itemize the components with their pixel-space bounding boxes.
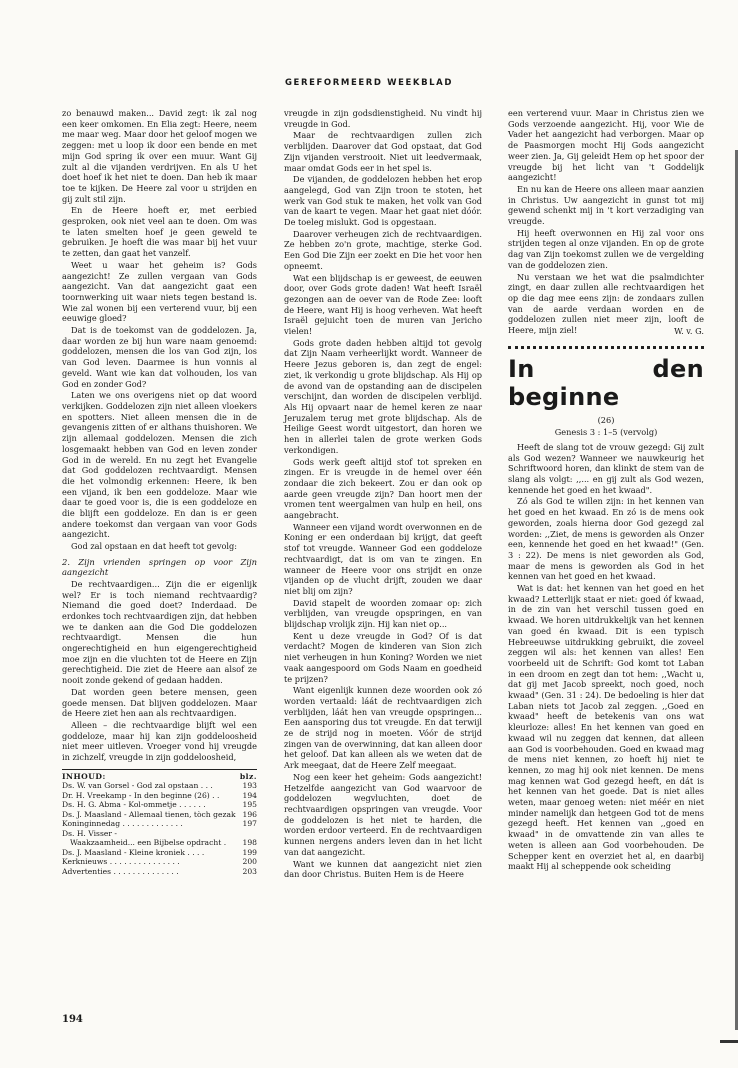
toc-item-title: Waakzaamheid... een Bijbelse opdracht . xyxy=(70,838,227,848)
paragraph: De vijanden, de goddelozen hebben het erop aangelegd, God van Zijn troon te stoten, het werk van God stuk te maken, het volk van God van de kaart te vegen. Maar het gaat niet dóór. De toeleg mislukt. God is opgestaan. xyxy=(284,174,482,228)
paragraph: zo benauwd maken... David zegt: ik zal nog een keer omkomen. En Elia zegt: Heere, neem me maar weg. Maar door het geloof mogen we zeggen: met u loop ik door een bende en met mijn God spring ik over een muur. Want Gij zult al die vijanden verdrijven. En als U het doet hoef ik het niet te doen. Dan heb ik maar toe te kijken. De Heere zal voor u strijden en gij zult stil zijn. xyxy=(62,108,257,204)
section-title: In den beginne xyxy=(508,355,704,412)
paragraph: Alleen – die rechtvaardige blijft wel een goddeloze, maar hij kan zijn goddeloosheid niet meer uitleven. Vroeger vond hij vreugde in zichzelf, vreugde in zijn goddeloosheid, xyxy=(62,719,257,763)
toc-heading: INHOUD: xyxy=(62,771,106,781)
toc-item xyxy=(62,819,257,829)
paragraph: En nu kan de Heere ons alleen maar aanzien in Christus. Uw aangezicht in gunst tot mij gewend schenkt mij in 't kort verzadiging van vreugde. xyxy=(508,183,704,227)
table-of-contents xyxy=(62,769,257,877)
running-header: GEREFORMEERD WEEKBLAD xyxy=(284,78,454,88)
paragraph: Maar de rechtvaardigen zullen zich verblijden. Daarover dat God opstaat, dat God Zijn vijanden verstrooit. Niet uit leedvermaak, maar omdat Gods eer in het spel is. xyxy=(284,130,482,173)
toc-item-page: 193 xyxy=(242,781,257,791)
paragraph: De rechtvaardigen... Zijn die er eigenlijk wel? Er is toch niemand rechtvaardig? Niemand die goed doet? Inderdaad. De erdonkes toch rechtvaardigen zijn, dat hebben we te danken aan die God Die goddelozen rechtvaardigt. Mensen die hun ongerechtigheid en hun eigengerechtigheid moe zijn en die vluchten tot de Heere en Zijn gerechtigheid. Die ziet de Heere aan alsof ze nooit zonde gekend of gedaan hadden. xyxy=(62,578,257,686)
toc-item xyxy=(62,781,257,791)
paragraph: Hij heeft overwonnen en Hij zal voor ons strijden tegen al onze vijanden. En op de grote dag van Zijn toekomst zullen we de vergelding van de goddelozen zien. xyxy=(508,227,704,270)
toc-item xyxy=(62,848,257,858)
section-number: (26) xyxy=(597,415,615,426)
toc-item xyxy=(62,829,257,839)
toc-item-title: Advertenties . . . . . . . . . . . . . . xyxy=(62,866,179,876)
subheading: 2. Zijn vrienden springen op voor Zijn aangezicht xyxy=(62,556,257,578)
paragraph: Want we kunnen dat aangezicht niet zien dan door Christus. Buiten Hem is de Heere xyxy=(284,858,482,880)
paragraph: Weet u waar het geheim is? Gods aangezicht! Ze zullen vergaan van Gods aangezicht. Van dat aangezicht gaat een toornwerking uit waar niets tegen bestand is. Wie zal wonen bij een verterend vuur, bij een eeuwige gloed? xyxy=(62,259,257,324)
author-signature: W. v. G. xyxy=(674,325,704,336)
column-1 xyxy=(62,108,257,876)
paragraph: een verterend vuur. Maar in Christus zien we Gods verzoende aangezicht. Hij, voor Wie de Vader het aangezicht had verborgen. Maar op de Paasmorgen mocht Hij Gods aangezicht weer zien. Ja, Gij geleidt Hem op het spoor der vreugde bij het licht van 't Goddelijk aangezicht! xyxy=(508,108,704,183)
toc-item xyxy=(62,791,257,801)
paragraph: God zal opstaan en dat heeft tot gevolg: xyxy=(71,541,238,552)
toc-item xyxy=(62,810,257,820)
toc-item-title: Koninginnedag . . . . . . . . . . . . . xyxy=(62,819,183,829)
scripture-reference: Genesis 3 : 1–5 (vervolg) xyxy=(554,427,658,438)
column-2 xyxy=(284,108,482,881)
toc-item-page: 197 xyxy=(242,819,257,829)
paragraph: David stapelt de woorden zomaar op: zich verblijden, van vreugde opspringen, en van blijdschap vrolijk zijn. Hij kan niet op... xyxy=(284,597,482,630)
toc-header xyxy=(62,772,257,782)
paragraph: Nog een keer het geheim: Gods aangezicht! Hetzelfde aangezicht van God waarvoor de goddelozen wegvluchten, doet de rechtvaardigen opspringen van vreugde. Voor de goddelozen is het niet te harden, die worden erdoor verteerd. En de rechtvaardigen kunnen nergens anders leven dan in het licht van dat aangezicht. xyxy=(284,771,482,857)
toc-item-title: Ds. H. G. Abma - Kol-ommetje . . . . . . xyxy=(62,800,206,810)
paragraph: En de Heere hoeft er, met eerbied gesproken, ook niet veel aan te doen. Om was te laten smelten hoef je geen geweld te gebruiken. Je hoeft die was maar bij het vuur te zetten, dan gaat het vanzelf. xyxy=(62,205,257,259)
toc-item xyxy=(62,800,257,810)
toc-item-title: Ds. H. Visser - xyxy=(62,828,117,838)
toc-item-title: Ds. J. Maasland - Allemaal tienen, tòch gezak xyxy=(62,809,236,819)
toc-item-page: 195 xyxy=(242,800,257,810)
paragraph: Gods grote daden hebben altijd tot gevolg dat Zijn Naam verheerlijkt wordt. Wanneer de Heere Jezus geboren is, dan zegt de engel: ziet, ik verkondig u grote blijdschap. Als Hij op de avond van de opstanding aan de discipelen verschijnt, dan worden de discipelen verblijd. Als Hij opvaart naar de hemel keren ze naar Jeruzalem terug met grote blijdschap. Als de Heilige Geest wordt uitgestort, dan horen we hen in allerlei talen de grote werken Gods verkondigen. xyxy=(284,337,482,455)
paragraph: Daarover verheugen zich de rechtvaardigen. Ze hebben zo'n grote, machtige, sterke God. Een God Die Zijn eer zoekt en Die het voor hen opneemt. xyxy=(284,228,482,271)
divider xyxy=(62,769,257,770)
paragraph: Laten we ons overigens niet op dat woord verkijken. Goddelozen zijn niet alleen vloekers en spotters. Niet alleen mensen die in de gevangenis zitten of er althans thuishoren. We zijn allemaal goddelozen. Mensen die zich losgemaakt hebben van God en leven zonder God in de wereld. En nu zegt het Evangelie dat God goddelozen rechtvaardigt. Mensen die het volmondig erkennen: Heere, ik ben een vijand, ik ben een goddeloze. Maar wie daar te goed voor is, die is een goddeloze en die blijft een goddeloze. En dan is er geen andere toekomst dan vergaan van voor Gods aangezicht. xyxy=(62,390,257,540)
toc-item-page: 196 xyxy=(242,809,257,819)
paragraph: Want eigenlijk kunnen deze woorden ook zó worden vertaald: láát de rechtvaardigen zich verblijden, láát hen van vreugde opspringen... Een aansporing dus tot vreugde. En dat terwijl ze de strijd nog in moeten. Vóór de strijd zingen van de overwinning, dat kan alleen door het geloof. Dat kan alleen als we weten dat de Ark meegaat, dat de Heere Zelf meegaat. xyxy=(284,685,482,771)
paragraph: Gods werk geeft altijd stof tot spreken en zingen. Er is vreugde in de hemel over één zondaar die zich bekeert. Zou er dan ook op aarde geen vreugde zijn? Dan hoort men der vromen tent weergalmen van hulp en heil, ons aangebracht. xyxy=(284,456,482,521)
toc-item-title: Ds. W. van Gorsel - God zal opstaan . . . xyxy=(62,781,213,791)
toc-item-page: 199 xyxy=(242,847,257,857)
paragraph: Wanneer een vijand wordt overwonnen en de Koning er een onderdaan bij krijgt, dat geeft stof tot vreugde. Wanneer God een goddeloze rechtvaardigt, dat is om van te zingen. En wanneer de Heere voor ons strijdt en onze vijanden op de vlucht drijft, zouden we daar niet blij om zijn? xyxy=(284,521,482,596)
toc-item-page: 200 xyxy=(242,857,257,867)
page-number: 194 xyxy=(62,1014,83,1025)
paragraph: Wat is dat: het kennen van het goed en het kwaad? Letterlijk staat er niet: goed óf kwaad, in de zin van het verschil tussen goed en kwaad. We horen uitdrukkelijk van het kennen van goed én kwaad. Dit is een typisch Hebreeuwse uitdrukking gebruikt, die zoveel zeggen wil als: het kennen van alles! Een voorbeeld uit de Schrift: God komt tot Laban in een droom en zegt dan tot hem: ,,Wacht u, dat gij met Jacob spreekt, noch goed, noch kwaad" (Gen. 31 : 24). De bedoeling is hier dat Laban niets tot Jacob zal zeggen. ,,Goed en kwaad" heeft de betekenis van ons wat kleurloze: alles! En het kennen van goed en kwaad wil nu zeggen dat kennen, dat alleen aan God is voorbehouden. Goed en kwaad mag de mens niet kennen, zo hoeft hij niet te kennen, zo mag hij ook niet kennen. De mens mag kennen wat God gezegd heeft, en dát is het kennen van het goede. Dat is niet alles weten, maar genoeg weten: niet méér en niet minder namelijk dan hetgeen God tot de mens gezegd heeft. Het kennen van ,,goed en kwaad" in de omvattende zin van alles te weten is alleen aan God voorbehouden. De Schepper kent en overziet het al, en daarbij maakt Hij al scheppende ook scheiding xyxy=(508,583,704,872)
paragraph: Heeft de slang tot de vrouw gezegd: Gij zult als God wezen? Wanneer we nauwkeurig het Schriftwoord horen, dan klinkt de stem van de slang als volgt: ,,... en gij zult als God wezen, kennende het goed en het kwaad". xyxy=(508,441,704,495)
toc-item-title: Dr. H. Vreekamp - In den beginne (26) . . xyxy=(62,790,220,800)
toc-item xyxy=(62,838,257,848)
paragraph: Dat worden geen betere mensen, geen goede mensen. Dat blijven goddelozen. Maar de Heere ziet hen aan als rechtvaardigen. xyxy=(62,686,257,719)
toc-item-page: 194 xyxy=(242,790,257,800)
toc-item-title: Ds. J. Maasland - Kleine kroniek . . . . xyxy=(62,847,205,857)
paragraph: Nu verstaan we het wat die psalmdichter zingt, en daar zullen alle rechtvaardigen het op die dag mee eens zijn: de zondaars zullen van de aarde verdaan worden en de goddelozen zullen niet meer zijn, looft de Heere, mijn ziel! xyxy=(508,271,704,336)
paragraph: Dat is de toekomst van de goddelozen. Ja, daar worden ze bij hun ware naam genoemd: goddelozen, mensen die los van God zijn, los van God leven. Daarmee is hun vonnis al geveld. Want wie kan dat volhouden, los van God en zonder God? xyxy=(62,325,257,389)
decorative-divider xyxy=(508,346,704,349)
toc-item-page: 203 xyxy=(242,866,257,876)
toc-item xyxy=(62,857,257,867)
scan-mark xyxy=(720,1040,738,1043)
toc-page-label: blz. xyxy=(239,771,257,781)
toc-item-page: 198 xyxy=(242,838,257,848)
paragraph: Kent u deze vreugde in God? Of is dat verdacht? Mogen de kinderen van Sion zich niet verheugen in hun Koning? Worden we niet vaak aangespoord om Gods Naam en goedheid te prijzen? xyxy=(284,630,482,684)
toc-item xyxy=(62,867,257,877)
paragraph: Wat een blijdschap is er geweest, de eeuwen door, over Gods grote daden! Wat heeft Israël gezongen aan de oever van de Rode Zee: looft de Heere, want Hij is hoog verheven. Wat heeft Israël gejuicht toen de muren van Jericho vielen! xyxy=(284,272,482,337)
paragraph: Zó als God te willen zijn: in het kennen van het goed en het kwaad. En zó is de mens ook geworden, zoals hierna door God gezegd zal worden: ,,Ziet, de mens is geworden als Onzer een, kennende het goed en het kwaad!" (Gen. 3 : 22). De mens is niet geworden als God, maar de mens is geworden als God in het kennen van het goed en het kwaad. xyxy=(508,496,704,582)
paragraph: vreugde in zijn godsdienstigheid. Nu vindt hij vreugde in God. xyxy=(284,108,482,129)
toc-item-title: Kerknieuws . . . . . . . . . . . . . . . xyxy=(62,857,180,867)
column-3 xyxy=(508,108,704,873)
